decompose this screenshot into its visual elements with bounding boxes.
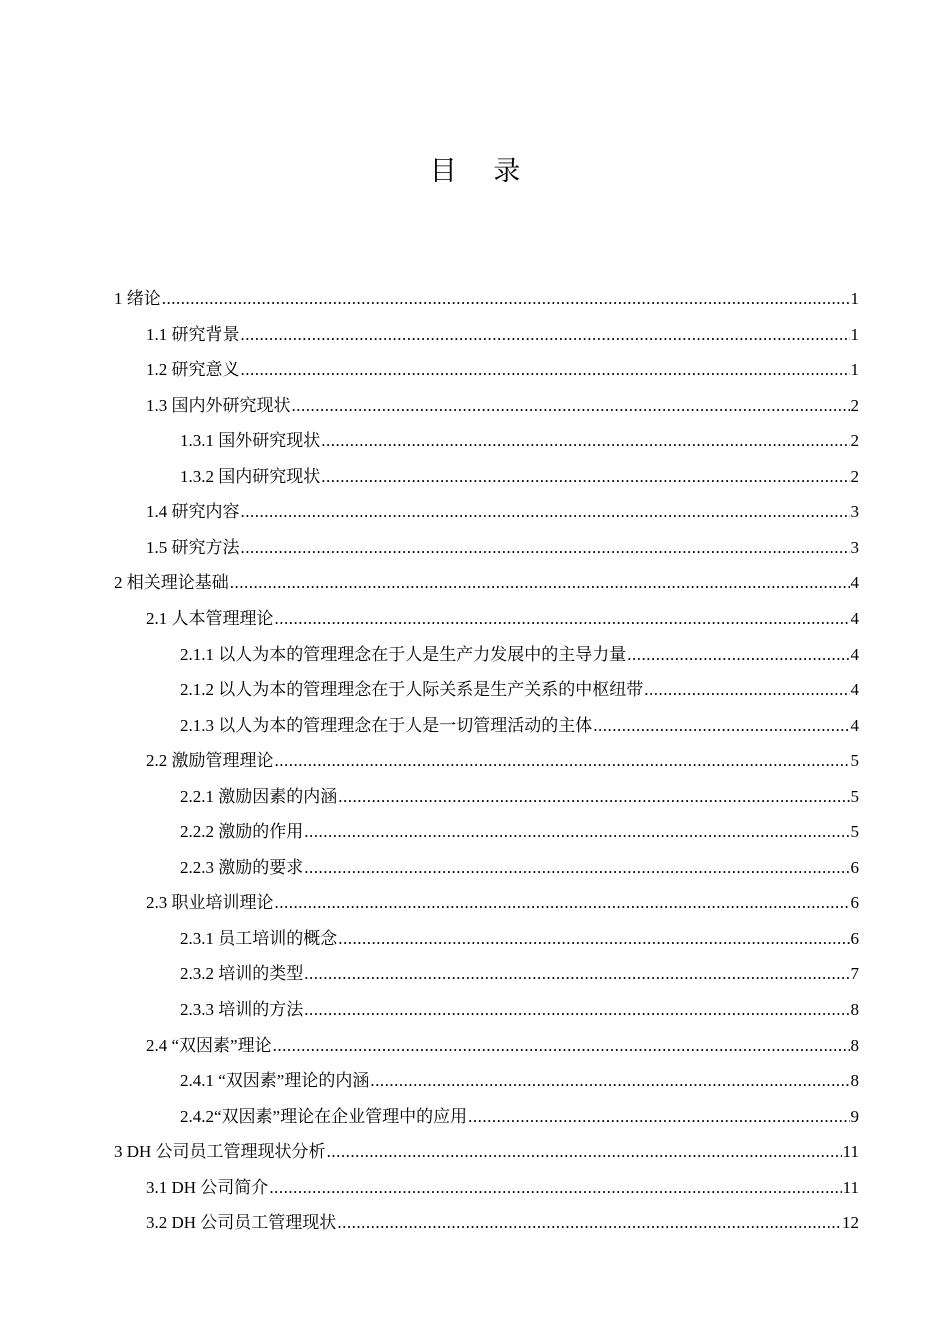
toc-dot-leader: [241, 530, 850, 566]
toc-entry[interactable]: [146, 885, 859, 921]
toc-entry-label: 2.1.2 以人为本的管理理念在于人际关系是生产关系的中枢纽带: [180, 680, 644, 700]
toc-entry[interactable]: [180, 779, 859, 815]
toc-dot-leader: [338, 921, 849, 957]
toc-dot-leader: [304, 850, 849, 886]
toc-dot-leader: [241, 352, 850, 388]
toc-entry[interactable]: [180, 1099, 859, 1135]
toc-entry-page-number: 8: [850, 1035, 859, 1055]
toc-entry-page-number: 1: [850, 360, 859, 380]
toc-entry-label: 2.2.2 激励的作用: [180, 822, 304, 842]
toc-entry-label: 2 相关理论基础: [114, 573, 229, 593]
page-title: 目 录: [429, 156, 535, 187]
toc-entry-page-number: 2: [850, 466, 859, 486]
toc-entry[interactable]: [114, 1134, 859, 1170]
toc-entry[interactable]: [180, 672, 859, 708]
toc-entry-page-number: 6: [850, 928, 859, 948]
toc-entry[interactable]: [146, 494, 859, 530]
toc-dot-leader: [370, 1063, 849, 1099]
toc-entry-page-number: 2: [850, 395, 859, 415]
toc-entry-label: 1.3.1 国外研究现状: [180, 431, 321, 451]
toc-entry-label: 3 DH 公司员工管理现状分析: [114, 1142, 326, 1162]
toc-entry-page-number: 11: [842, 1142, 859, 1162]
toc-entry-label: 2.1.1 以人为本的管理理念在于人是生产力发展中的主导力量: [180, 644, 627, 664]
toc-entry-label: 3.1 DH 公司简介: [146, 1177, 269, 1197]
toc-entry[interactable]: [146, 530, 859, 566]
toc-dot-leader: [304, 956, 849, 992]
toc-entry-label: 2.3.1 员工培训的概念: [180, 928, 338, 948]
toc-dot-leader: [593, 708, 849, 744]
toc-entry-label: 1 绪论: [114, 289, 161, 308]
toc-entry-page-number: 9: [850, 1106, 859, 1126]
toc-dot-leader: [644, 672, 849, 708]
toc-entry-label: 2.1 人本管理理论: [146, 608, 274, 628]
toc-entry-page-number: 3: [850, 502, 859, 522]
toc-entry-label: 2.2 激励管理理论: [146, 751, 274, 771]
toc-entry[interactable]: [146, 1205, 859, 1241]
toc-entry[interactable]: [180, 814, 859, 850]
toc-entry-page-number: 11: [842, 1177, 859, 1197]
toc-entry-page-number: 6: [850, 857, 859, 877]
toc-entry[interactable]: [146, 1170, 859, 1206]
toc-entry-page-number: 5: [850, 786, 859, 806]
toc-entry-page-number: 8: [850, 1071, 859, 1091]
toc-entry-page-number: 1: [850, 289, 859, 308]
toc-entry-page-number: 8: [850, 1000, 859, 1019]
toc-entry[interactable]: [180, 1063, 859, 1099]
toc-entry-label: 1.3 国内外研究现状: [146, 395, 291, 415]
toc-entry-label: 2.1.3 以人为本的管理理念在于人是一切管理活动的主体: [180, 715, 593, 735]
toc-entry[interactable]: [180, 850, 859, 886]
toc-entry-label: 1.5 研究方法: [146, 537, 240, 557]
toc-entry-label: 2.3.2 培训的类型: [180, 964, 304, 984]
toc-entry[interactable]: [180, 459, 859, 495]
toc-entry-label: 1.4 研究内容: [146, 502, 240, 522]
toc-dot-leader: [162, 281, 850, 317]
toc-entry-page-number: 2: [850, 431, 859, 451]
toc-entry[interactable]: [180, 423, 859, 459]
toc-entry-label: 1.2 研究意义: [146, 360, 240, 380]
toc-entry-label: 2.4 “双因素”理论: [146, 1035, 272, 1055]
toc-dot-leader: [273, 1028, 850, 1064]
toc-dot-leader: [327, 1134, 842, 1170]
toc-entry-label: 1.1 研究背景: [146, 324, 240, 344]
toc-dot-leader: [321, 423, 849, 459]
toc-entry-page-number: 4: [850, 644, 859, 664]
toc-dot-leader: [275, 601, 850, 637]
toc-entry-page-number: 4: [850, 573, 859, 593]
toc-entry-page-number: 5: [850, 751, 859, 771]
toc-entry[interactable]: [180, 921, 859, 957]
toc-entry[interactable]: [146, 352, 859, 388]
toc-entry[interactable]: [146, 317, 859, 353]
toc-entry[interactable]: [180, 956, 859, 992]
toc-entry[interactable]: [114, 565, 859, 601]
toc-dot-leader: [338, 779, 849, 815]
toc-entry[interactable]: [180, 708, 859, 744]
toc-entry-page-number: 4: [850, 608, 859, 628]
toc-entry-page-number: 4: [850, 680, 859, 700]
toc-entry-label: 2.4.1 “双因素”理论的内涵: [180, 1071, 370, 1091]
toc-entry-page-number: 6: [850, 893, 859, 913]
toc-entry-label: 2.3 职业培训理论: [146, 893, 274, 913]
toc-dot-leader: [269, 1170, 841, 1206]
toc-entry[interactable]: [146, 601, 859, 637]
toc-dot-leader: [275, 743, 850, 779]
toc-entry-page-number: 5: [850, 822, 859, 842]
toc-dot-leader: [230, 565, 850, 601]
toc-dot-leader: [304, 814, 849, 850]
toc-entry-page-number: 4: [850, 715, 859, 735]
toc-dot-leader: [304, 992, 849, 1028]
toc-entry[interactable]: [146, 388, 859, 424]
toc-dot-leader: [468, 1099, 849, 1135]
toc-entry[interactable]: [180, 992, 859, 1028]
toc-entry-label: 2.2.1 激励因素的内涵: [180, 786, 338, 806]
toc-dot-leader: [337, 1205, 841, 1241]
toc-entry-page-number: 3: [850, 537, 859, 557]
toc-dot-leader: [241, 317, 850, 353]
toc-entry-label: 1.3.2 国内研究现状: [180, 466, 321, 486]
toc-entry[interactable]: [114, 281, 859, 317]
toc-entry[interactable]: [146, 1028, 859, 1064]
toc-entry[interactable]: [180, 637, 859, 673]
toc-entry[interactable]: [146, 743, 859, 779]
toc-entry-page-number: 1: [850, 324, 859, 344]
toc-entry-page-number: 12: [842, 1213, 859, 1233]
toc-entry-label: 2.2.3 激励的要求: [180, 857, 304, 877]
toc-dot-leader: [241, 494, 850, 530]
toc-dot-leader: [275, 885, 850, 921]
toc-entry-label: 2.4.2“双因素”理论在企业管理中的应用: [180, 1106, 468, 1126]
toc-entry-page-number: 7: [850, 964, 859, 984]
toc-entry-label: 3.2 DH 公司员工管理现状: [146, 1213, 337, 1233]
toc-dot-leader: [627, 637, 849, 673]
toc-entry-label: 2.3.3 培训的方法: [180, 1000, 304, 1019]
toc-dot-leader: [321, 459, 849, 495]
toc-dot-leader: [292, 388, 850, 424]
